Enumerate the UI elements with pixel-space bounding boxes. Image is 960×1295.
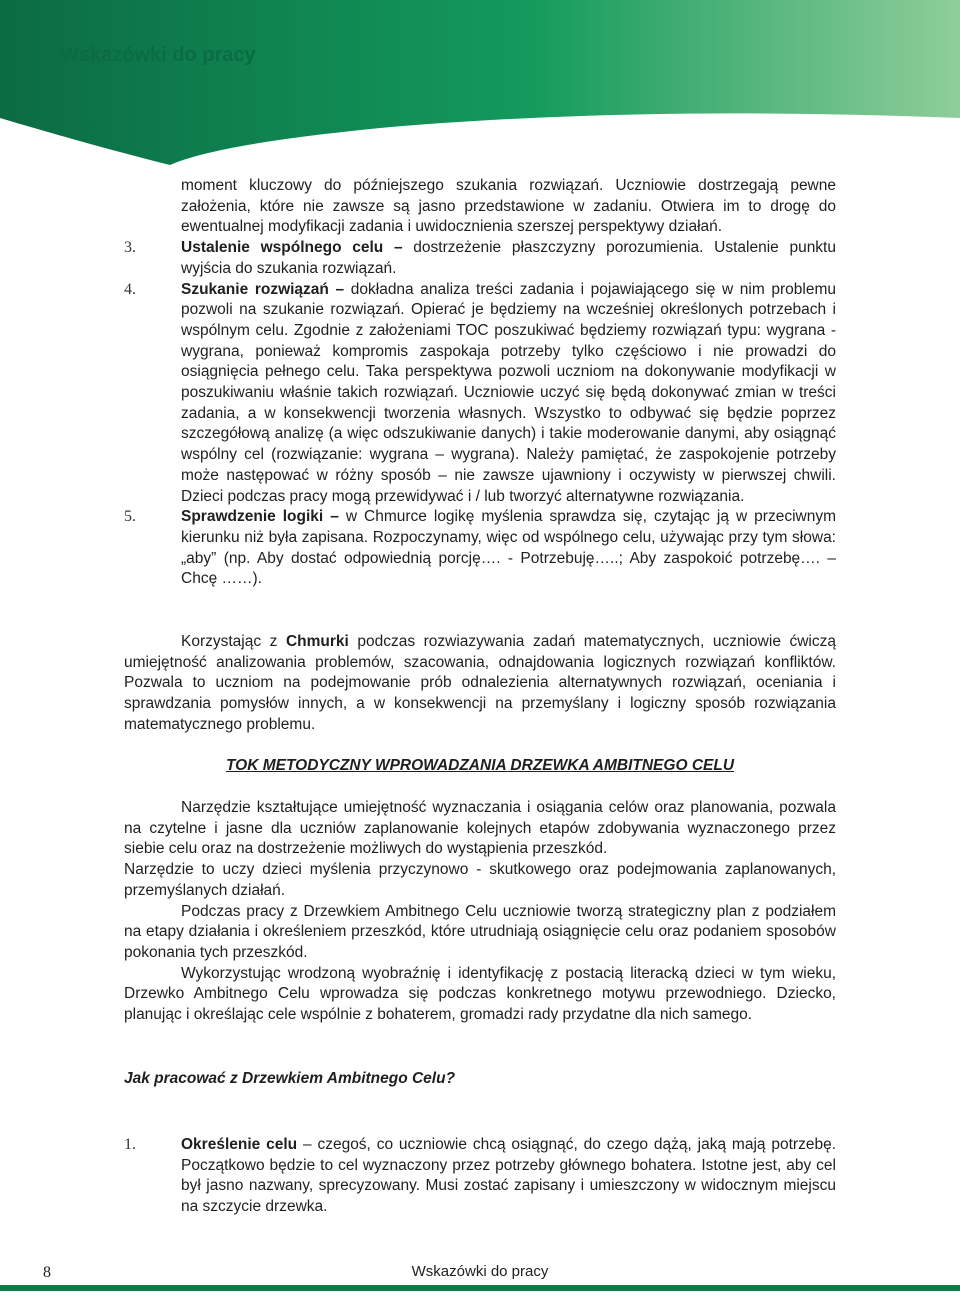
numbered-list-top [124,176,836,590]
list-item-text: w Chmurce logikę myślenia sprawdza się, czytając ją w przeciwnym kierunku niż była zapisana. Rozpoczynamy, więc od wspólnego celu, używając przy tym słowa: „aby” (np. Aby dostać odpowiednią porcję…. - Potrzebuję…..; Aby zaspokoić potrzebę…. – Chcę ……). [181,508,836,588]
list-item-number: 1. [124,1136,136,1153]
list-item-text: dokładna analiza treści zadania i pojawiającego się w nim problemu pozwoli na szukanie rozwiązań. Opierać je będziemy na wcześniej określonych potrzebach i wspólnym celu. Zgodnie z założeniami TOC poszukiwać będziemy rozwiązań typu: wygrana - wygrana, ponieważ kompromis zaspokaja potrzeby tylko częściowo i nie prowadzi do osiągnięcia pełnego celu. Taka perspektywa pozwoli uczniom na dokonywanie modyfikacji w poszukiwaniu właśnie takich rozwiązań. Uczniowie uczyć się będą dokonywać zmian w treści zadania, a w konsekwencji tworzenia własnych. Wszystko to odbywać się będzie poprzez szczegółową analizę (a więc odszukiwanie danych) i takie moderowanie danymi, aby osiągnąć wspólny cel (rozwiązanie: wygrana – wygrana). Należy pamiętać, że zaspokojenie potrzeby może następować w różny sposób – nie zawsze ujawniony i oczywisty w pierwszej chwili. Dzieci podczas pracy mogą przewidywać i / lub tworzyć alternatywne rozwiązania. [181,280,837,505]
paragraph: Podczas pracy z Drzewkiem Ambitnego Celu uczniowie tworzą strategiczny plan z podziałem na etapy działania i określeniem przeszkód, które utrudniają osiągnięcie celu oraz podaniem sposobów pokonania tych przeszkód. [124,902,836,961]
page-number: 8 [43,1264,51,1281]
list-item-number: 3. [124,239,136,257]
list-item [124,507,836,590]
paragraph-text: podczas rozwiazywania zadań matematycznych, uczniowie ćwiczą umiejętność analizowania problemów, szacowania, odnajdowania logicznych rozwiązań konfliktów. Pozwala to uczniom na podejmowanie prób odnalezienia alternatywnych rozwiązań, oceniania i sprawdzania pomysłów innych, a w konsekwencji na przemyślany i logiczny sposób rozwiązania matematycznego problemu. [124,633,836,733]
paragraph: Wykorzystując wrodzoną wyobraźnię i identyfikację z postacią literacką dzieci w tym wieku, Drzewko Ambitnego Celu wprowadza się podczas konkretnego motywu przewodniego. Dziecko, planując i określając cele wspólnie z bohaterem, gromadzi rady przydatne dla nich samego. [124,964,836,1024]
header-title: Wskazówki do pracy [60,44,256,66]
numbered-list-bottom [124,1135,836,1218]
paragraph-group [124,798,836,1026]
chmurki-paragraph [124,632,836,736]
list-item-number: 5. [124,508,136,526]
header-band [0,0,960,165]
list-item-term: Ustalenie wspólnego celu – [181,239,403,257]
list-item-text: moment kluczowy do późniejszego szukania rozwiązań. Uczniowie dostrzegają pewne założenia, które nie zawsze są jasno przedstawione w zadaniu. Otwiera im to drogę do ewentualnej modyfikacji zadania i uwidocznienia szerszej perspektywy działań. [181,177,836,236]
paragraph: Narzędzie kształtujące umiejętność wyznaczania i osiągania celów oraz planowania, pozwala na czytelne i jasne dla uczniów zaplanowanie kolejnych etapów zdobywania wyznaczonego przez siebie celu oraz na dostrzeżenie możliwych do wystąpienia przeszkód. [124,799,836,858]
subheading: Jak pracować z Drzewkiem Ambitnego Celu? [124,1070,456,1087]
list-item-term: Określenie celu [181,1136,298,1153]
list-item [124,1135,836,1218]
paragraph-text: Korzystając z [181,633,286,650]
list-item-text: – czegoś, co uczniowie chcą osiągnąć, do czego dążą, jaką mają potrzebę. Początkowo będzie to cel wyznaczony przez potrzeby głównego bohatera. Istotne jest, aby cel był jasno nazwany, sprecyzowany. Musi zostać zapisany i umieszczony w widocznym miejscu na szczycie drzewka. [181,1136,837,1216]
list-item-text: dostrzeżenie płaszczyzny porozumienia. Ustalenie punktu wyjścia do szukania rozwiązań. [181,239,836,277]
list-item-term: Szukanie rozwiązań – [181,280,345,298]
list-item-term: Sprawdzenie logiki – [181,508,339,526]
paragraph-term: Chmurki [285,633,349,650]
footer-bar [0,1285,960,1291]
list-item [124,280,836,508]
list-item [124,238,836,279]
section-heading: TOK METODYCZNY WPROWADZANIA DRZEWKA AMBITNEGO CELU [225,757,735,774]
footer-title: Wskazówki do pracy [411,1263,549,1280]
paragraph: Narzędzie to uczy dzieci myślenia przyczynowo - skutkowego oraz podejmowania zaplanowanych, przemyślanych działań. [124,861,836,899]
list-item-number: 4. [124,280,136,298]
list-item-continuation [124,176,836,238]
